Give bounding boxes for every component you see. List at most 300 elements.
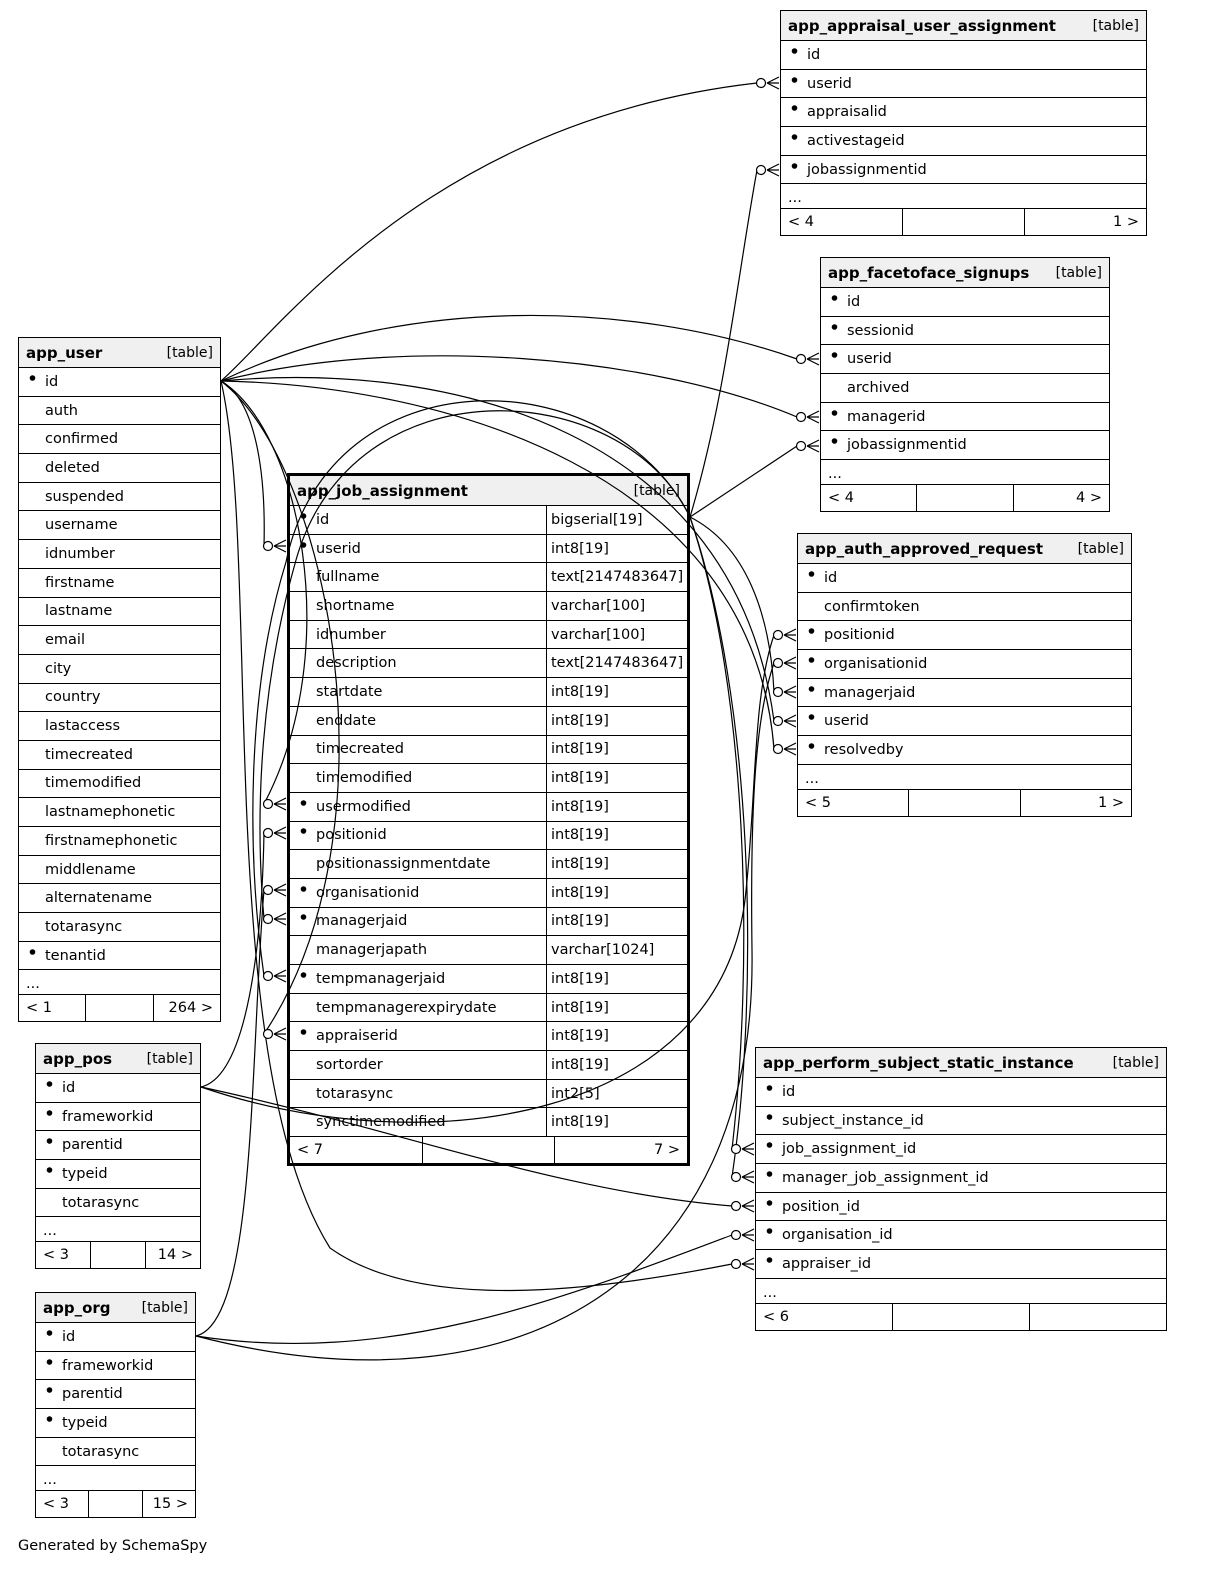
column-row (781, 70, 1146, 99)
column-name: jobassignmentid (847, 437, 967, 454)
relationship-line (690, 517, 748, 1177)
column-row (290, 1080, 687, 1109)
column-row (781, 156, 1146, 185)
generated-by-note: Generated by SchemaSpy (18, 1538, 208, 1554)
column-row (798, 679, 1131, 708)
relationship-line (690, 446, 797, 517)
column-name: totarasync (62, 1194, 140, 1211)
column-row (19, 397, 220, 426)
table-header (821, 258, 1109, 288)
column-name: id (782, 1083, 796, 1100)
column-row (36, 1189, 200, 1218)
column-row (798, 621, 1131, 650)
table-title[interactable]: app_auth_approved_request (805, 539, 1043, 558)
primary-key-icon (781, 47, 807, 63)
footer-right (1029, 1304, 1166, 1330)
table-footer (798, 790, 1131, 816)
column-name: idnumber (45, 545, 115, 562)
column-row (756, 1164, 1166, 1193)
column-row (19, 856, 220, 885)
column-row (821, 288, 1109, 317)
column-row (290, 1022, 687, 1051)
column-name: timemodified (316, 770, 413, 787)
crowfoot-marker (774, 686, 797, 698)
footer-left: < 7 (297, 1142, 323, 1159)
foreign-key-icon (290, 971, 316, 987)
column-name: enddate (316, 712, 377, 729)
footer-right: 7 > (554, 1137, 687, 1163)
column-row (821, 317, 1109, 346)
column-row (19, 425, 220, 454)
column-name: frameworkid (62, 1357, 154, 1374)
column-name: id (824, 569, 838, 586)
column-row (756, 1221, 1166, 1250)
primary-key-icon (36, 1080, 62, 1096)
column-row (290, 707, 687, 736)
column-name: activestageid (807, 132, 905, 149)
column-type: varchar[100] (546, 621, 687, 649)
table-tag: [table] (1077, 540, 1124, 557)
column-type: bigserial[19] (546, 506, 687, 534)
column-row (19, 598, 220, 627)
table-footer (36, 1491, 195, 1517)
column-name: id (45, 373, 59, 390)
table-header (798, 534, 1131, 564)
footer-middle (88, 1491, 141, 1517)
foreign-key-icon (798, 685, 824, 701)
foreign-key-icon (756, 1227, 782, 1243)
column-row (756, 1078, 1166, 1107)
ellipsis-row: ... (19, 970, 220, 995)
column-name: tempmanagerexpirydate (316, 999, 497, 1016)
column-name: frameworkid (62, 1108, 154, 1125)
column-row (19, 540, 220, 569)
foreign-key-icon (290, 885, 316, 901)
relationship-line (221, 83, 757, 381)
column-row (36, 1103, 200, 1132)
foreign-key-icon (36, 1386, 62, 1402)
footer-right: 1 > (1024, 209, 1146, 235)
table-title[interactable]: app_facetoface_signups (828, 263, 1030, 282)
column-row (290, 822, 687, 851)
crowfoot-marker (797, 440, 820, 452)
ellipsis-row: ... (756, 1279, 1166, 1304)
foreign-key-icon (36, 1415, 62, 1431)
primary-key-icon (798, 570, 824, 586)
column-name: jobassignmentid (807, 161, 927, 178)
table-header (36, 1293, 195, 1323)
column-row (36, 1131, 200, 1160)
column-type: text[2147483647] (546, 649, 687, 677)
column-name: lastaccess (45, 718, 121, 735)
table-header (19, 338, 220, 368)
column-row (798, 736, 1131, 765)
column-row (798, 593, 1131, 622)
footer-right: 1 > (1020, 790, 1131, 816)
column-row (36, 1380, 195, 1409)
column-row (19, 827, 220, 856)
column-row (19, 483, 220, 512)
column-name: id (62, 1328, 76, 1345)
foreign-key-icon (781, 162, 807, 178)
crowfoot-marker (264, 798, 287, 810)
column-name: auth (45, 402, 78, 419)
column-row (821, 345, 1109, 374)
column-row (19, 770, 220, 799)
crowfoot-marker (757, 77, 780, 89)
column-name: typeid (62, 1165, 108, 1182)
column-name: timemodified (45, 775, 142, 792)
column-type: int8[19] (546, 1022, 687, 1050)
column-type: int8[19] (546, 678, 687, 706)
column-row (19, 511, 220, 540)
column-type: int8[19] (546, 1108, 687, 1136)
primary-key-icon (290, 512, 316, 528)
footer-middle (892, 1304, 1029, 1330)
foreign-key-icon (290, 799, 316, 815)
table-title[interactable]: app_user (26, 343, 103, 362)
foreign-key-icon (798, 627, 824, 643)
crowfoot-marker (732, 1171, 755, 1183)
column-type: varchar[100] (546, 592, 687, 620)
column-name: organisationid (824, 655, 928, 672)
column-name: id (847, 293, 861, 310)
relationship-line (690, 517, 774, 692)
column-row (36, 1323, 195, 1352)
column-name: email (45, 632, 85, 649)
foreign-key-icon (756, 1199, 782, 1215)
column-type: int8[19] (546, 965, 687, 993)
table-header (36, 1044, 200, 1074)
column-type: int8[19] (546, 850, 687, 878)
footer-left: < 5 (805, 794, 831, 811)
column-name: userid (847, 351, 892, 368)
table-app_appraisal_user_assignment (780, 10, 1147, 236)
column-name: managerjaid (316, 913, 408, 930)
footer-left: < 3 (43, 1496, 69, 1513)
column-name: manager_job_assignment_id (782, 1169, 989, 1186)
table-tag: [table] (1055, 264, 1102, 281)
column-row (781, 127, 1146, 156)
foreign-key-icon (36, 1109, 62, 1125)
footer-left: < 4 (788, 214, 814, 231)
column-type: int8[19] (546, 1051, 687, 1079)
foreign-key-icon (290, 913, 316, 929)
crowfoot-marker (732, 1200, 755, 1212)
foreign-key-icon (781, 133, 807, 149)
foreign-key-icon (821, 409, 847, 425)
ellipsis-row: ... (821, 460, 1109, 485)
crowfoot-marker (774, 743, 797, 755)
foreign-key-icon (36, 1358, 62, 1374)
foreign-key-icon (821, 437, 847, 453)
column-row (36, 1409, 195, 1438)
foreign-key-icon (36, 1166, 62, 1182)
column-name: lastnamephonetic (45, 804, 176, 821)
column-type: int8[19] (546, 822, 687, 850)
column-row (756, 1135, 1166, 1164)
relationship-line (221, 381, 264, 546)
table-footer (290, 1137, 687, 1163)
column-row (19, 569, 220, 598)
crowfoot-marker (774, 657, 797, 669)
footer-left: < 4 (828, 490, 854, 507)
crowfoot-marker (264, 827, 287, 839)
relationship-line (221, 315, 797, 381)
column-type: int8[19] (546, 908, 687, 936)
column-row (36, 1074, 200, 1103)
column-name: id (316, 511, 330, 528)
column-name: job_assignment_id (782, 1141, 917, 1158)
column-row (290, 1108, 687, 1137)
column-name: city (45, 660, 72, 677)
column-row (19, 712, 220, 741)
column-row (756, 1250, 1166, 1279)
footer-right: 264 > (153, 995, 220, 1021)
column-row (290, 506, 687, 535)
column-name: tenantid (45, 947, 106, 964)
table-title[interactable]: app_org (43, 1298, 111, 1317)
column-name: confirmtoken (824, 598, 920, 615)
footer-right: 4 > (1013, 485, 1109, 511)
column-name: managerid (847, 408, 926, 425)
foreign-key-icon (798, 742, 824, 758)
table-header (756, 1048, 1166, 1078)
table-app_org (35, 1292, 196, 1518)
table-app_job_assignment (287, 473, 690, 1166)
table-title[interactable]: app_pos (43, 1049, 113, 1068)
column-name: managerjapath (316, 942, 428, 959)
column-row (19, 913, 220, 942)
table-app_facetoface_signups (820, 257, 1110, 512)
table-tag: [table] (141, 1299, 188, 1316)
table-app_auth_approved_request (797, 533, 1132, 817)
crowfoot-marker (732, 1258, 755, 1270)
column-row (781, 98, 1146, 127)
crowfoot-marker (797, 411, 820, 423)
column-name: shortname (316, 597, 395, 614)
relationship-line (221, 356, 797, 417)
crowfoot-marker (264, 970, 287, 982)
crowfoot-marker (264, 884, 287, 896)
column-row (290, 1051, 687, 1080)
table-title[interactable]: app_appraisal_user_assignment (788, 16, 1056, 35)
column-row (36, 1160, 200, 1189)
column-type: text[2147483647] (546, 563, 687, 591)
column-name: userid (824, 713, 869, 730)
column-row (798, 650, 1131, 679)
column-row (290, 850, 687, 879)
table-tag: [table] (146, 1050, 193, 1067)
table-header (290, 476, 687, 506)
primary-key-icon (821, 294, 847, 310)
crowfoot-marker (774, 715, 797, 727)
column-name: tempmanagerjaid (316, 970, 446, 987)
column-name: timecreated (45, 746, 133, 763)
footer-left: < 6 (763, 1308, 789, 1325)
table-footer (821, 485, 1109, 511)
column-name: id (807, 46, 821, 63)
column-name: suspended (45, 488, 124, 505)
column-name: userid (807, 75, 852, 92)
column-name: firstname (45, 574, 115, 591)
column-row (290, 879, 687, 908)
column-name: id (62, 1079, 76, 1096)
crowfoot-marker (264, 913, 287, 925)
foreign-key-icon (290, 827, 316, 843)
column-name: parentid (62, 1386, 123, 1403)
primary-key-icon (756, 1084, 782, 1100)
column-name: lastname (45, 603, 113, 620)
primary-key-icon (36, 1329, 62, 1345)
column-row (36, 1438, 195, 1467)
column-row (19, 626, 220, 655)
column-name: alternatename (45, 890, 153, 907)
column-row (19, 884, 220, 913)
column-name: appraiser_id (782, 1255, 872, 1272)
column-name: fullname (316, 569, 380, 586)
column-name: sessionid (847, 322, 914, 339)
foreign-key-icon (798, 656, 824, 672)
column-row (290, 908, 687, 937)
column-row (19, 684, 220, 713)
column-name: startdate (316, 683, 383, 700)
column-name: sortorder (316, 1056, 383, 1073)
column-type: int8[19] (546, 707, 687, 735)
column-type: int8[19] (546, 736, 687, 764)
table-header (781, 11, 1146, 41)
column-name: managerjaid (824, 684, 916, 701)
column-row (290, 563, 687, 592)
table-footer (19, 995, 220, 1021)
column-name: deleted (45, 459, 100, 476)
footer-middle (916, 485, 1012, 511)
crowfoot-marker (264, 540, 287, 552)
column-row (290, 764, 687, 793)
foreign-key-icon (798, 713, 824, 729)
footer-middle (90, 1242, 145, 1268)
column-name: timecreated (316, 741, 404, 758)
crowfoot-marker (797, 353, 820, 365)
table-app_pos (35, 1043, 201, 1269)
column-name: position_id (782, 1198, 860, 1215)
column-name: typeid (62, 1414, 108, 1431)
footer-right: 15 > (142, 1491, 195, 1517)
crowfoot-marker (732, 1143, 755, 1155)
footer-left: < 1 (26, 1000, 52, 1017)
column-name: appraiserid (316, 1028, 398, 1045)
column-row (290, 965, 687, 994)
table-footer (781, 209, 1146, 235)
column-name: idnumber (316, 626, 386, 643)
table-tag: [table] (1112, 1054, 1159, 1071)
table-title[interactable]: app_perform_subject_static_instance (763, 1053, 1074, 1072)
column-type: varchar[1024] (546, 936, 687, 964)
foreign-key-icon (19, 948, 45, 964)
ellipsis-row: ... (36, 1217, 200, 1242)
column-name: totarasync (62, 1443, 140, 1460)
column-row (290, 592, 687, 621)
column-name: totarasync (45, 918, 123, 935)
column-row (19, 655, 220, 684)
table-footer (756, 1304, 1166, 1330)
column-row (290, 936, 687, 965)
foreign-key-icon (781, 76, 807, 92)
column-name: organisation_id (782, 1227, 893, 1244)
table-tag: [table] (633, 482, 680, 499)
footer-middle (908, 790, 1019, 816)
foreign-key-icon (36, 1137, 62, 1153)
column-type: int8[19] (546, 793, 687, 821)
ellipsis-row: ... (36, 1466, 195, 1491)
crowfoot-marker (757, 164, 780, 176)
column-name: parentid (62, 1137, 123, 1154)
column-row (19, 942, 220, 971)
ellipsis-row: ... (781, 184, 1146, 209)
column-type: int8[19] (546, 994, 687, 1022)
column-name: country (45, 689, 101, 706)
column-row (36, 1352, 195, 1381)
column-row (290, 793, 687, 822)
column-row (19, 368, 220, 397)
column-row (290, 621, 687, 650)
primary-key-icon (19, 374, 45, 390)
relationship-line (690, 170, 757, 517)
table-footer (36, 1242, 200, 1268)
column-type: int8[19] (546, 535, 687, 563)
table-title[interactable]: app_job_assignment (297, 481, 468, 500)
footer-middle (85, 995, 152, 1021)
footer-left: < 3 (43, 1247, 69, 1264)
column-name: middlename (45, 861, 136, 878)
column-name: userid (316, 540, 361, 557)
column-name: positionassignmentdate (316, 856, 491, 873)
table-tag: [table] (1092, 17, 1139, 34)
column-row (19, 741, 220, 770)
relationship-line (196, 1235, 732, 1343)
column-row (290, 736, 687, 765)
column-row (781, 41, 1146, 70)
column-row (821, 431, 1109, 460)
foreign-key-icon (756, 1256, 782, 1272)
column-name: confirmed (45, 431, 119, 448)
column-name: totarasync (316, 1085, 394, 1102)
column-name: firstnamephonetic (45, 832, 178, 849)
column-row (290, 649, 687, 678)
relationship-line (690, 517, 744, 1149)
column-name: appraisalid (807, 104, 887, 121)
foreign-key-icon (756, 1170, 782, 1186)
footer-right: 14 > (145, 1242, 200, 1268)
column-name: organisationid (316, 884, 420, 901)
crowfoot-marker (264, 1028, 287, 1040)
column-name: positionid (316, 827, 387, 844)
column-type: int2[5] (546, 1080, 687, 1108)
column-row (290, 678, 687, 707)
table-app_user (18, 337, 221, 1022)
column-row (290, 994, 687, 1023)
foreign-key-icon (290, 541, 316, 557)
column-type: int8[19] (546, 764, 687, 792)
crowfoot-marker (774, 629, 797, 641)
table-app_perform_subject_static_instance (755, 1047, 1167, 1331)
column-row (821, 374, 1109, 403)
column-row (19, 798, 220, 827)
table-tag: [table] (166, 344, 213, 361)
ellipsis-row: ... (798, 765, 1131, 790)
column-name: subject_instance_id (782, 1112, 924, 1129)
foreign-key-icon (821, 351, 847, 367)
